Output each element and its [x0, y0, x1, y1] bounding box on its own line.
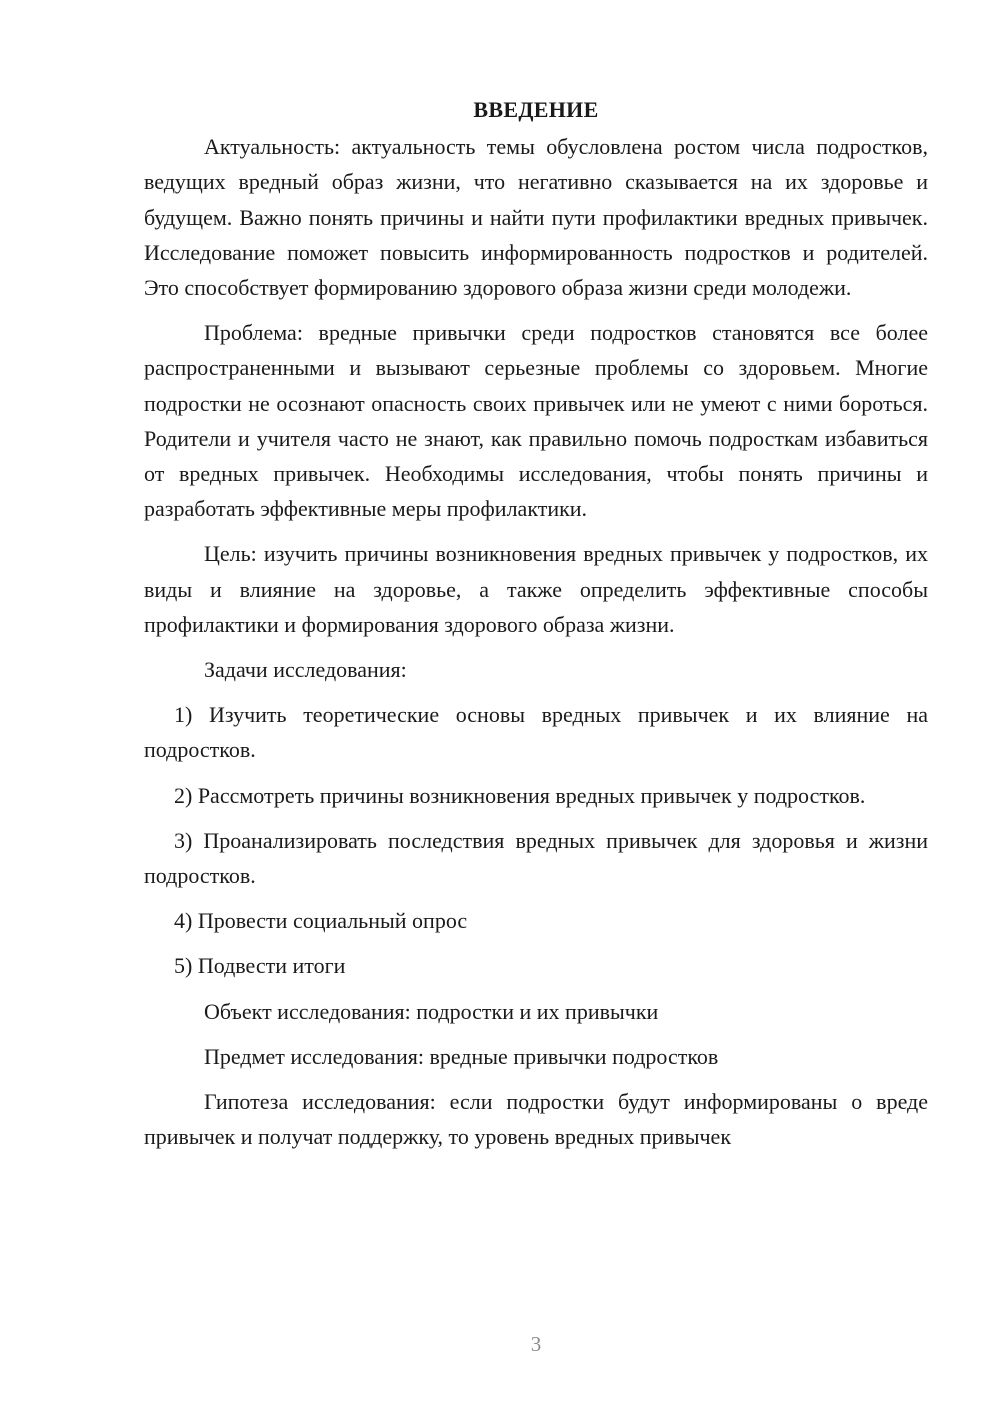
problem-paragraph: Проблема: вредные привычки среди подростков становятся все более распространенными и вызывают серьезные проблемы со здоровьем. Многие подростки не осознают опасность своих привычек или не умеют с ними бороться. Родители и учителя часто не знают, как правильно помочь подросткам избавиться от вредных привычек. Необходимы исследования, чтобы понять причины и разработать эффективные меры профилактики.: [144, 320, 928, 522]
task-item-1: 1) Изучить теоретические основы вредных привычек и их влияние на подростков.: [144, 702, 928, 763]
task-item-2: 2) Рассмотреть причины возникновения вредных привычек у подростков.: [174, 782, 866, 808]
hypothesis-paragraph: Гипотеза исследования: если подростки будут информированы о вреде привычек и получат поддержку, то уровень вредных привычек: [144, 1089, 928, 1150]
relevance-paragraph: Актуальность: актуальность темы обусловлена ростом числа подростков, ведущих вредный образ жизни, что негативно сказывается на их здоровье и будущем. Важно понять причины и найти пути профилактики вредных привычек. Исследование поможет повысить информированность подростков и родителей. Это способствует формированию здорового образа жизни среди молодежи.: [144, 134, 928, 301]
page-number: 3: [530, 1332, 542, 1356]
section-heading: ВВЕДЕНИЕ: [473, 97, 599, 122]
task-item-4: 4) Провести социальный опрос: [174, 908, 468, 934]
task-item-3: 3) Проанализировать последствия вредных привычек для здоровья и жизни подростков.: [144, 827, 928, 889]
goal-paragraph: Цель: изучить причины возникновения вредных привычек у подростков, их виды и влияние на здоровье, а также определить эффективные способы профилактики и формирования здорового образа жизни.: [144, 541, 928, 637]
research-subject-paragraph: Предмет исследования: вредные привычки подростков: [204, 1043, 719, 1069]
tasks-heading: Задачи исследования:: [204, 657, 407, 683]
task-item-5: 5) Подвести итоги: [174, 953, 346, 979]
research-object-paragraph: Объект исследования: подростки и их привычки: [204, 998, 659, 1024]
page-content: [144, 92, 928, 1154]
